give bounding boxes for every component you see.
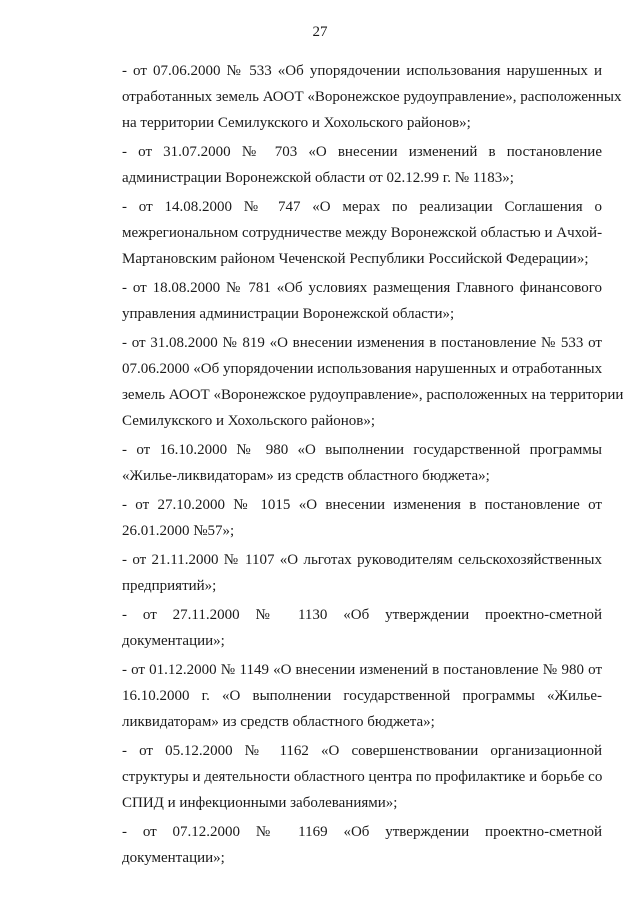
list-item bbox=[88, 657, 602, 735]
text-line: - от 18.08.2000 № 781 «Об условиях размещения Главного финансового bbox=[122, 280, 602, 296]
text-line: 16.10.2000 г. «О выполнении государственной программы «Жилье- bbox=[122, 688, 602, 704]
text-line: администрации Воронежской области от 02.12.99 г. № 1183»; bbox=[122, 170, 514, 186]
text-line: «Жилье-ликвидаторам» из средств областного бюджета»; bbox=[122, 468, 490, 484]
text-line: - от 05.12.2000 № 1162 «О совершенствовании организационной bbox=[122, 743, 602, 759]
text-line: - от 01.12.2000 № 1149 «О внесении изменений в постановление № 980 от bbox=[122, 662, 602, 678]
list-item bbox=[88, 819, 602, 871]
page-number: 27 bbox=[312, 24, 328, 40]
text-line: - от 21.11.2000 № 1107 «О льготах руководителям сельскохозяйственных bbox=[122, 552, 602, 568]
list-item bbox=[88, 492, 602, 544]
text-line: - от 27.10.2000 № 1015 «О внесении изменения в постановление от bbox=[122, 497, 602, 513]
text-line: межрегиональном сотрудничестве между Воронежской областью и Ачхой- bbox=[122, 225, 603, 241]
list-item bbox=[88, 58, 622, 136]
text-line: ликвидаторам» из средств областного бюджета»; bbox=[122, 714, 435, 730]
text-line: отработанных земель АООТ «Воронежское рудоуправление», расположенных bbox=[122, 89, 622, 105]
text-line: Мартановским районом Чеченской Республики Российской Федерации»; bbox=[122, 251, 589, 267]
text-line: - от 14.08.2000 № 747 «О мерах по реализации Соглашения о bbox=[122, 199, 602, 215]
text-line: документации»; bbox=[122, 850, 225, 866]
list-item bbox=[88, 330, 624, 434]
text-line: - от 07.12.2000 № 1169 «Об утверждении проектно-сметной bbox=[122, 824, 602, 840]
text-line: управления администрации Воронежской области»; bbox=[122, 306, 455, 322]
text-line: документации»; bbox=[122, 633, 225, 649]
text-line: Семилукского и Хохольского районов»; bbox=[122, 413, 376, 429]
text-line: - от 31.07.2000 № 703 «О внесении изменений в постановление bbox=[122, 144, 602, 160]
text-line: 26.01.2000 №57»; bbox=[122, 523, 235, 539]
list-item bbox=[88, 738, 602, 816]
text-line: - от 31.08.2000 № 819 «О внесении изменения в постановление № 533 от bbox=[122, 335, 602, 351]
list-item bbox=[88, 194, 602, 272]
text-line: предприятий»; bbox=[122, 578, 217, 594]
list-item bbox=[88, 437, 602, 489]
text-line: - от 16.10.2000 № 980 «О выполнении государственной программы bbox=[122, 442, 602, 458]
list-item bbox=[88, 139, 602, 191]
text-line: 07.06.2000 «Об упорядочении использования нарушенных и отработанных bbox=[122, 361, 603, 377]
text-line: земель АООТ «Воронежское рудоуправление», расположенных на территории bbox=[122, 387, 624, 403]
list-item bbox=[88, 547, 602, 599]
text-line: на территории Семилукского и Хохольского районов»; bbox=[122, 115, 471, 131]
text-line: - от 27.11.2000 № 1130 «Об утверждении проектно-сметной bbox=[122, 607, 602, 623]
list-item bbox=[88, 275, 602, 327]
text-line: - от 07.06.2000 № 533 «Об упорядочении использования нарушенных и bbox=[122, 63, 602, 79]
text-line: структуры и деятельности областного центра по профилактике и борьбе со bbox=[122, 769, 603, 785]
text-line: СПИД и инфекционными заболеваниями»; bbox=[122, 795, 398, 811]
document-body bbox=[88, 58, 624, 874]
list-item bbox=[88, 602, 602, 654]
